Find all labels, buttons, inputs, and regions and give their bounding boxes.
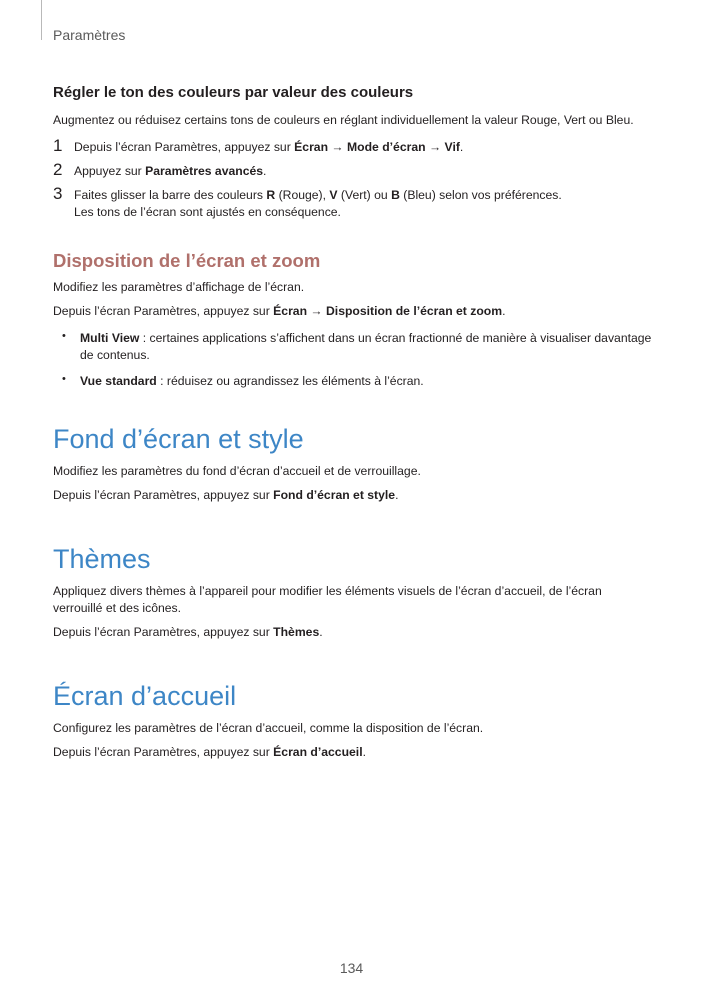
step-3 [53, 184, 653, 221]
step-text: Depuis l’écran Paramètres, appuyez sur Écran → Mode d’écran → Vif. [74, 140, 464, 154]
bullet-multi-view: • Multi View : certaines applications s’affichent dans un écran fractionné de manière à visualiser davantage de contenus. [62, 330, 652, 362]
wallpaper-path: Depuis l’écran Paramètres, appuyez sur Fond d’écran et style. [53, 488, 399, 502]
page-number: 134 [339, 960, 364, 976]
section-wallpaper [53, 423, 653, 504]
section-color-tone [53, 84, 653, 221]
display-zoom-heading: Disposition de l’écran et zoom [53, 250, 321, 271]
themes-heading: Thèmes [53, 544, 151, 574]
home-screen-desc: Configurez les paramètres de l’écran d’accueil, comme la disposition de l’écran. [53, 721, 484, 735]
display-zoom-desc: Modifiez les paramètres d’affichage de l’écran. [53, 280, 305, 294]
step-text: Appuyez sur Paramètres avancés. [74, 164, 267, 178]
step-number: 2 [53, 160, 63, 179]
bullet-dot-icon: • [62, 373, 66, 385]
step-result: Les tons de l’écran sont ajustés en conséquence. [74, 205, 341, 219]
step-text: Faites glisser la barre des couleurs R (Rouge), V (Vert) ou B (Bleu) selon vos préférences. Les tons de l’écran sont ajustés en conséquence. [74, 187, 653, 221]
themes-desc: Appliquez divers thèmes à l’appareil pour modifier les éléments visuels de l’écran d’accueil, de l’écran verrouillé et des icônes. [53, 584, 602, 615]
step-2 [53, 160, 653, 180]
home-screen-heading: Écran d’accueil [53, 681, 237, 711]
step-number: 1 [53, 136, 63, 155]
bullet-list [53, 330, 653, 390]
header-section-title: Paramètres [53, 27, 126, 43]
page-content [53, 84, 653, 761]
display-zoom-path: Depuis l’écran Paramètres, appuyez sur Écran → Disposition de l’écran et zoom. [53, 304, 506, 318]
header-rule [41, 0, 42, 40]
section-themes [53, 543, 653, 641]
bullet-dot-icon: • [62, 330, 66, 342]
color-tone-heading: Régler le ton des couleurs par valeur des couleurs [53, 84, 414, 101]
wallpaper-heading: Fond d’écran et style [53, 424, 304, 454]
themes-path: Depuis l’écran Paramètres, appuyez sur Thèmes. [53, 625, 323, 639]
bullet-standard-view: • Vue standard : réduisez ou agrandissez les éléments à l’écran. [62, 373, 424, 388]
color-tone-intro: Augmentez ou réduisez certains tons de couleurs en réglant individuellement la valeur Rouge, Vert ou Bleu. [53, 113, 634, 127]
section-display-zoom [53, 250, 653, 390]
steps-list [53, 136, 653, 221]
step-number: 3 [53, 184, 63, 203]
home-screen-path: Depuis l’écran Paramètres, appuyez sur Écran d’accueil. [53, 745, 366, 759]
step-1 [53, 136, 653, 156]
section-home-screen [53, 680, 653, 761]
wallpaper-desc: Modifiez les paramètres du fond d’écran d’accueil et de verrouillage. [53, 464, 421, 478]
